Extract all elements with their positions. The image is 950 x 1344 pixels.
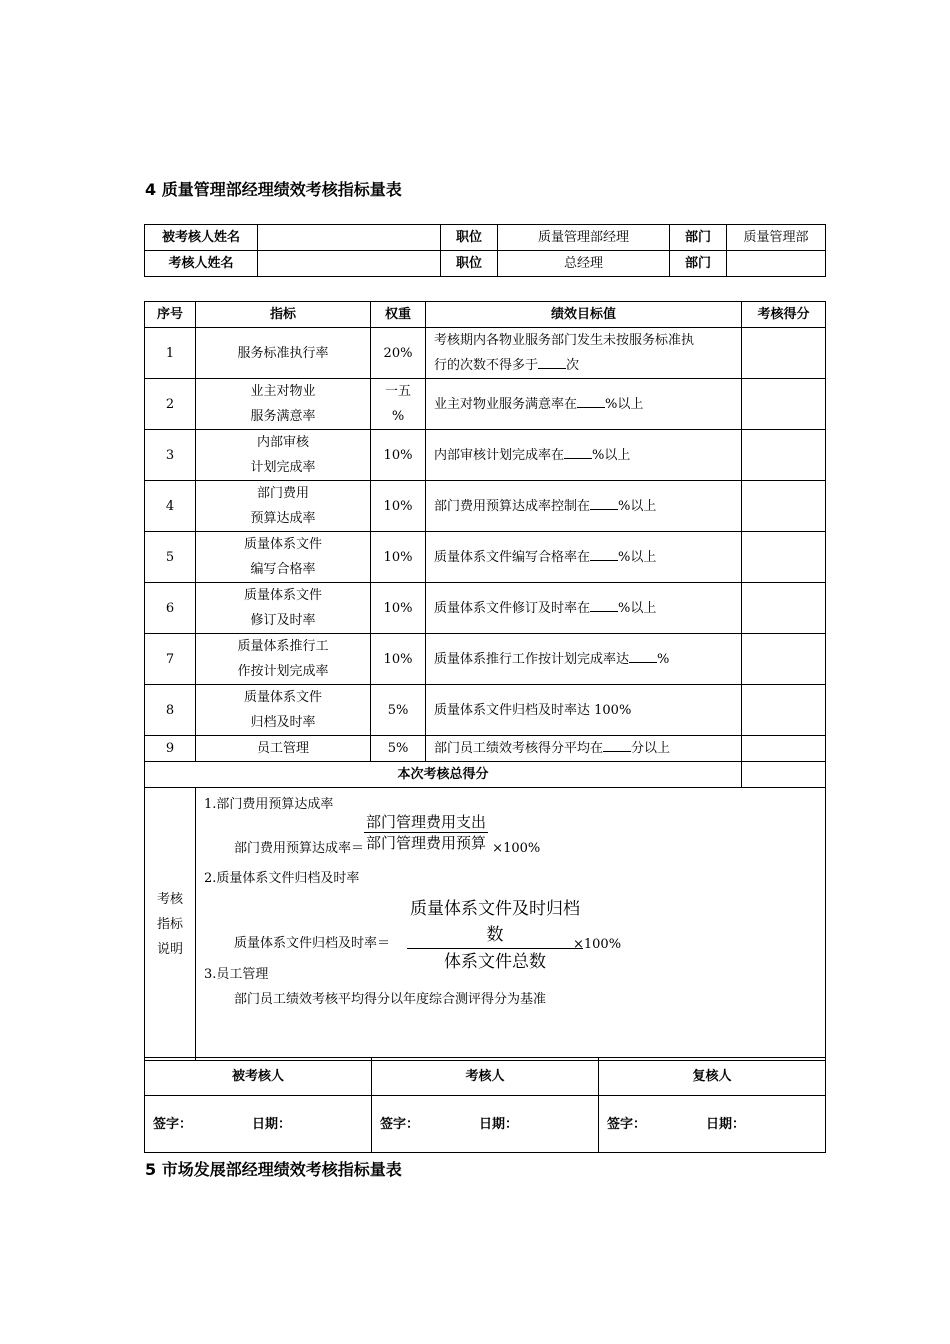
weight: [371, 481, 426, 532]
indicator-line: 作按计划完成率: [237, 664, 329, 679]
row-number: 1: [145, 328, 196, 379]
score-field[interactable]: [742, 430, 826, 481]
evaluatee-name-label: 被考核人姓名: [145, 225, 258, 251]
target-value: [426, 583, 742, 634]
weight: [371, 583, 426, 634]
row-number: 7: [145, 634, 196, 685]
position-label: 职位: [441, 251, 498, 277]
sign-label: 签字：: [153, 1116, 193, 1132]
target-suffix: %以上: [618, 498, 657, 514]
note-1-fraction: [364, 812, 488, 853]
note-3-title: 3.员工管理: [204, 967, 269, 982]
kpi-row: [145, 481, 826, 532]
note-1-formula: [234, 812, 540, 861]
evaluatee-department: 质量管理部: [727, 225, 826, 251]
reviewer-signature-field[interactable]: [599, 1096, 826, 1153]
indicator-name: [196, 532, 371, 583]
kpi-row: [145, 736, 826, 762]
indicator-line: 质量体系文件: [243, 588, 322, 603]
target-text: 内部审核计划完成率在: [434, 447, 565, 463]
fill-blank[interactable]: [603, 737, 631, 752]
signature-header-reviewer: 复核人: [599, 1058, 826, 1096]
evaluator-position: 总经理: [498, 251, 670, 277]
weight-line: 10%: [383, 549, 413, 565]
signature-header-evaluator: 考核人: [372, 1058, 599, 1096]
note-1-denominator: 部门管理费用预算: [366, 834, 487, 852]
target-text: 业主对物业服务满意率在: [434, 396, 578, 412]
target-suffix: %以上: [618, 600, 657, 616]
target-text: 部门费用预算达成率控制在: [434, 498, 591, 514]
target-line: 考核期内各物业服务部门发生未按服务标准执: [434, 333, 695, 348]
header-weight: 权重: [371, 302, 426, 328]
row-number: 4: [145, 481, 196, 532]
weight-line: 一五: [384, 384, 411, 399]
target-line: [434, 353, 737, 378]
weight: [371, 685, 426, 736]
total-score-field[interactable]: [742, 762, 826, 788]
target-suffix: 分以上: [631, 741, 671, 756]
indicator-line: 质量体系推行工: [237, 639, 329, 654]
target-suffix: %以上: [618, 549, 657, 565]
note-3-text: 部门员工绩效考核平均得分以年度综合测评得分为基准: [234, 992, 547, 1007]
date-label: 日期：: [252, 1116, 292, 1132]
weight: [371, 328, 426, 379]
kpi-row: [145, 532, 826, 583]
kpi-row: [145, 430, 826, 481]
score-field[interactable]: [742, 736, 826, 762]
weight-line: %: [391, 409, 405, 424]
weight-line: 20%: [383, 345, 413, 361]
department-label: 部门: [670, 225, 727, 251]
indicator-line: 计划完成率: [250, 460, 316, 475]
target-text: 质量体系推行工作按计划完成率达: [434, 651, 630, 667]
indicator-line: 质量体系文件: [243, 690, 322, 705]
weight: [371, 736, 426, 762]
weight: [371, 532, 426, 583]
note-1-title: 1.部门费用预算达成率: [204, 797, 334, 812]
evaluator-name-label: 考核人姓名: [145, 251, 258, 277]
indicator-line: 内部审核: [256, 435, 309, 450]
notes-label-line: 说明: [156, 941, 183, 957]
date-label: 日期：: [479, 1116, 519, 1132]
note-1-numerator: 部门管理费用支出: [366, 813, 487, 831]
target-line: [434, 392, 737, 417]
section-5-title: 5 市场发展部经理绩效考核指标量表: [145, 1160, 402, 1179]
note-2-numerator: 质量体系文件及时归档数: [407, 896, 583, 949]
fill-blank[interactable]: [629, 648, 657, 663]
fill-blank[interactable]: [590, 495, 618, 510]
indicator-name: [196, 685, 371, 736]
fill-blank[interactable]: [564, 444, 592, 459]
target-suffix: %: [657, 651, 670, 667]
note-2-title: 2.质量体系文件归档及时率: [204, 871, 360, 886]
score-field[interactable]: [742, 583, 826, 634]
indicator-name: [196, 379, 371, 430]
note-2-multiplier: ×100%: [573, 937, 622, 952]
weight-line: 10%: [383, 498, 413, 514]
header-target: 绩效目标值: [426, 302, 742, 328]
target-line: [434, 736, 737, 761]
row-number: 6: [145, 583, 196, 634]
notes-label-line: 考核: [156, 891, 183, 907]
evaluatee-position: 质量管理部经理: [498, 225, 670, 251]
target-value: [426, 328, 742, 379]
target-line: [434, 494, 737, 519]
indicator-line: 部门费用: [256, 486, 309, 501]
header-score: 考核得分: [742, 302, 826, 328]
note-2-denominator: 体系文件总数: [444, 952, 546, 972]
score-field[interactable]: [742, 532, 826, 583]
target-value: [426, 685, 742, 736]
header-indicator: 指标: [196, 302, 371, 328]
evaluatee-name-field[interactable]: [258, 225, 441, 251]
target-text: 部门员工绩效考核得分平均在: [434, 741, 604, 756]
target-value: [426, 736, 742, 762]
indicator-line: 归档及时率: [250, 715, 316, 730]
score-field[interactable]: [742, 328, 826, 379]
score-field[interactable]: [742, 634, 826, 685]
indicator-name: [196, 481, 371, 532]
score-field[interactable]: [742, 685, 826, 736]
header-no: 序号: [145, 302, 196, 328]
position-label: 职位: [441, 225, 498, 251]
row-number: 9: [145, 736, 196, 762]
indicator-line: 服务标准执行率: [237, 345, 329, 361]
weight-line: 10%: [383, 651, 413, 667]
indicator-line: 修订及时率: [250, 613, 316, 628]
kpi-row: [145, 685, 826, 736]
signature-table: [144, 1057, 826, 1153]
target-line: [434, 596, 737, 621]
notes-label: [145, 788, 196, 1061]
total-score-label: 本次考核总得分: [145, 762, 742, 788]
department-label: 部门: [670, 251, 727, 277]
row-number: 8: [145, 685, 196, 736]
fill-blank[interactable]: [538, 354, 566, 369]
row-number: 5: [145, 532, 196, 583]
evaluator-signature-field[interactable]: [372, 1096, 599, 1153]
kpi-row: [145, 634, 826, 685]
row-number: 2: [145, 379, 196, 430]
note-1-multiplier: ×100%: [492, 841, 541, 856]
section-4-title: 4 质量管理部经理绩效考核指标量表: [145, 180, 402, 199]
note-2-fraction: [407, 896, 583, 975]
indicator-name: [196, 430, 371, 481]
target-value: [426, 634, 742, 685]
indicator-line: 业主对物业: [250, 384, 316, 399]
indicator-line: 质量体系文件: [243, 537, 322, 552]
indicator-notes: [196, 788, 826, 1061]
indicator-name: [196, 583, 371, 634]
date-label: 日期：: [706, 1116, 746, 1132]
target-value: [426, 532, 742, 583]
target-value: [426, 481, 742, 532]
evaluator-name-field[interactable]: [258, 251, 441, 277]
target-text: 质量体系文件编写合格率在: [434, 549, 591, 565]
weight-line: 10%: [383, 600, 413, 616]
target-text: 行的次数不得多于: [434, 358, 539, 373]
indicator-line: 预算达成率: [250, 511, 316, 526]
target-line: [434, 647, 737, 672]
fill-blank[interactable]: [577, 393, 605, 408]
indicator-line: 编写合格率: [250, 562, 316, 577]
weight: [371, 430, 426, 481]
target-value: [426, 430, 742, 481]
note-1-lhs: 部门费用预算达成率＝: [234, 841, 365, 856]
kpi-row: [145, 583, 826, 634]
weight: [371, 379, 426, 430]
note-2-lhs: 质量体系文件归档及时率＝: [234, 936, 391, 951]
header-info-table: [144, 224, 826, 277]
target-line: [434, 698, 737, 723]
kpi-row: [145, 379, 826, 430]
sign-label: 签字：: [380, 1116, 420, 1132]
target-suffix: %以上: [605, 396, 644, 412]
indicator-name: [196, 328, 371, 379]
target-line: [434, 545, 737, 570]
target-suffix: %以上: [592, 447, 631, 463]
score-field[interactable]: [742, 481, 826, 532]
weight-line: 5%: [387, 702, 409, 718]
fill-blank[interactable]: [590, 597, 618, 612]
indicator-name: [196, 736, 371, 762]
indicator-line: 服务满意率: [250, 409, 316, 424]
indicator-name: [196, 634, 371, 685]
kpi-table: [144, 301, 826, 1061]
weight-line: 10%: [383, 447, 413, 463]
indicator-line: 员工管理: [256, 741, 309, 756]
target-text: 质量体系文件归档及时率达 100%: [434, 702, 632, 718]
fill-blank[interactable]: [590, 546, 618, 561]
row-number: 3: [145, 430, 196, 481]
target-line: [434, 443, 737, 468]
evaluatee-signature-field[interactable]: [145, 1096, 372, 1153]
target-value: [426, 379, 742, 430]
weight: [371, 634, 426, 685]
kpi-row: [145, 328, 826, 379]
score-field[interactable]: [742, 379, 826, 430]
signature-header-evaluatee: 被考核人: [145, 1058, 372, 1096]
sign-label: 签字：: [607, 1116, 647, 1132]
target-suffix: 次: [566, 358, 580, 373]
target-text: 质量体系文件修订及时率在: [434, 600, 591, 616]
evaluator-department-field[interactable]: [727, 251, 826, 277]
weight-line: 5%: [387, 741, 409, 756]
notes-label-line: 指标: [156, 916, 183, 932]
